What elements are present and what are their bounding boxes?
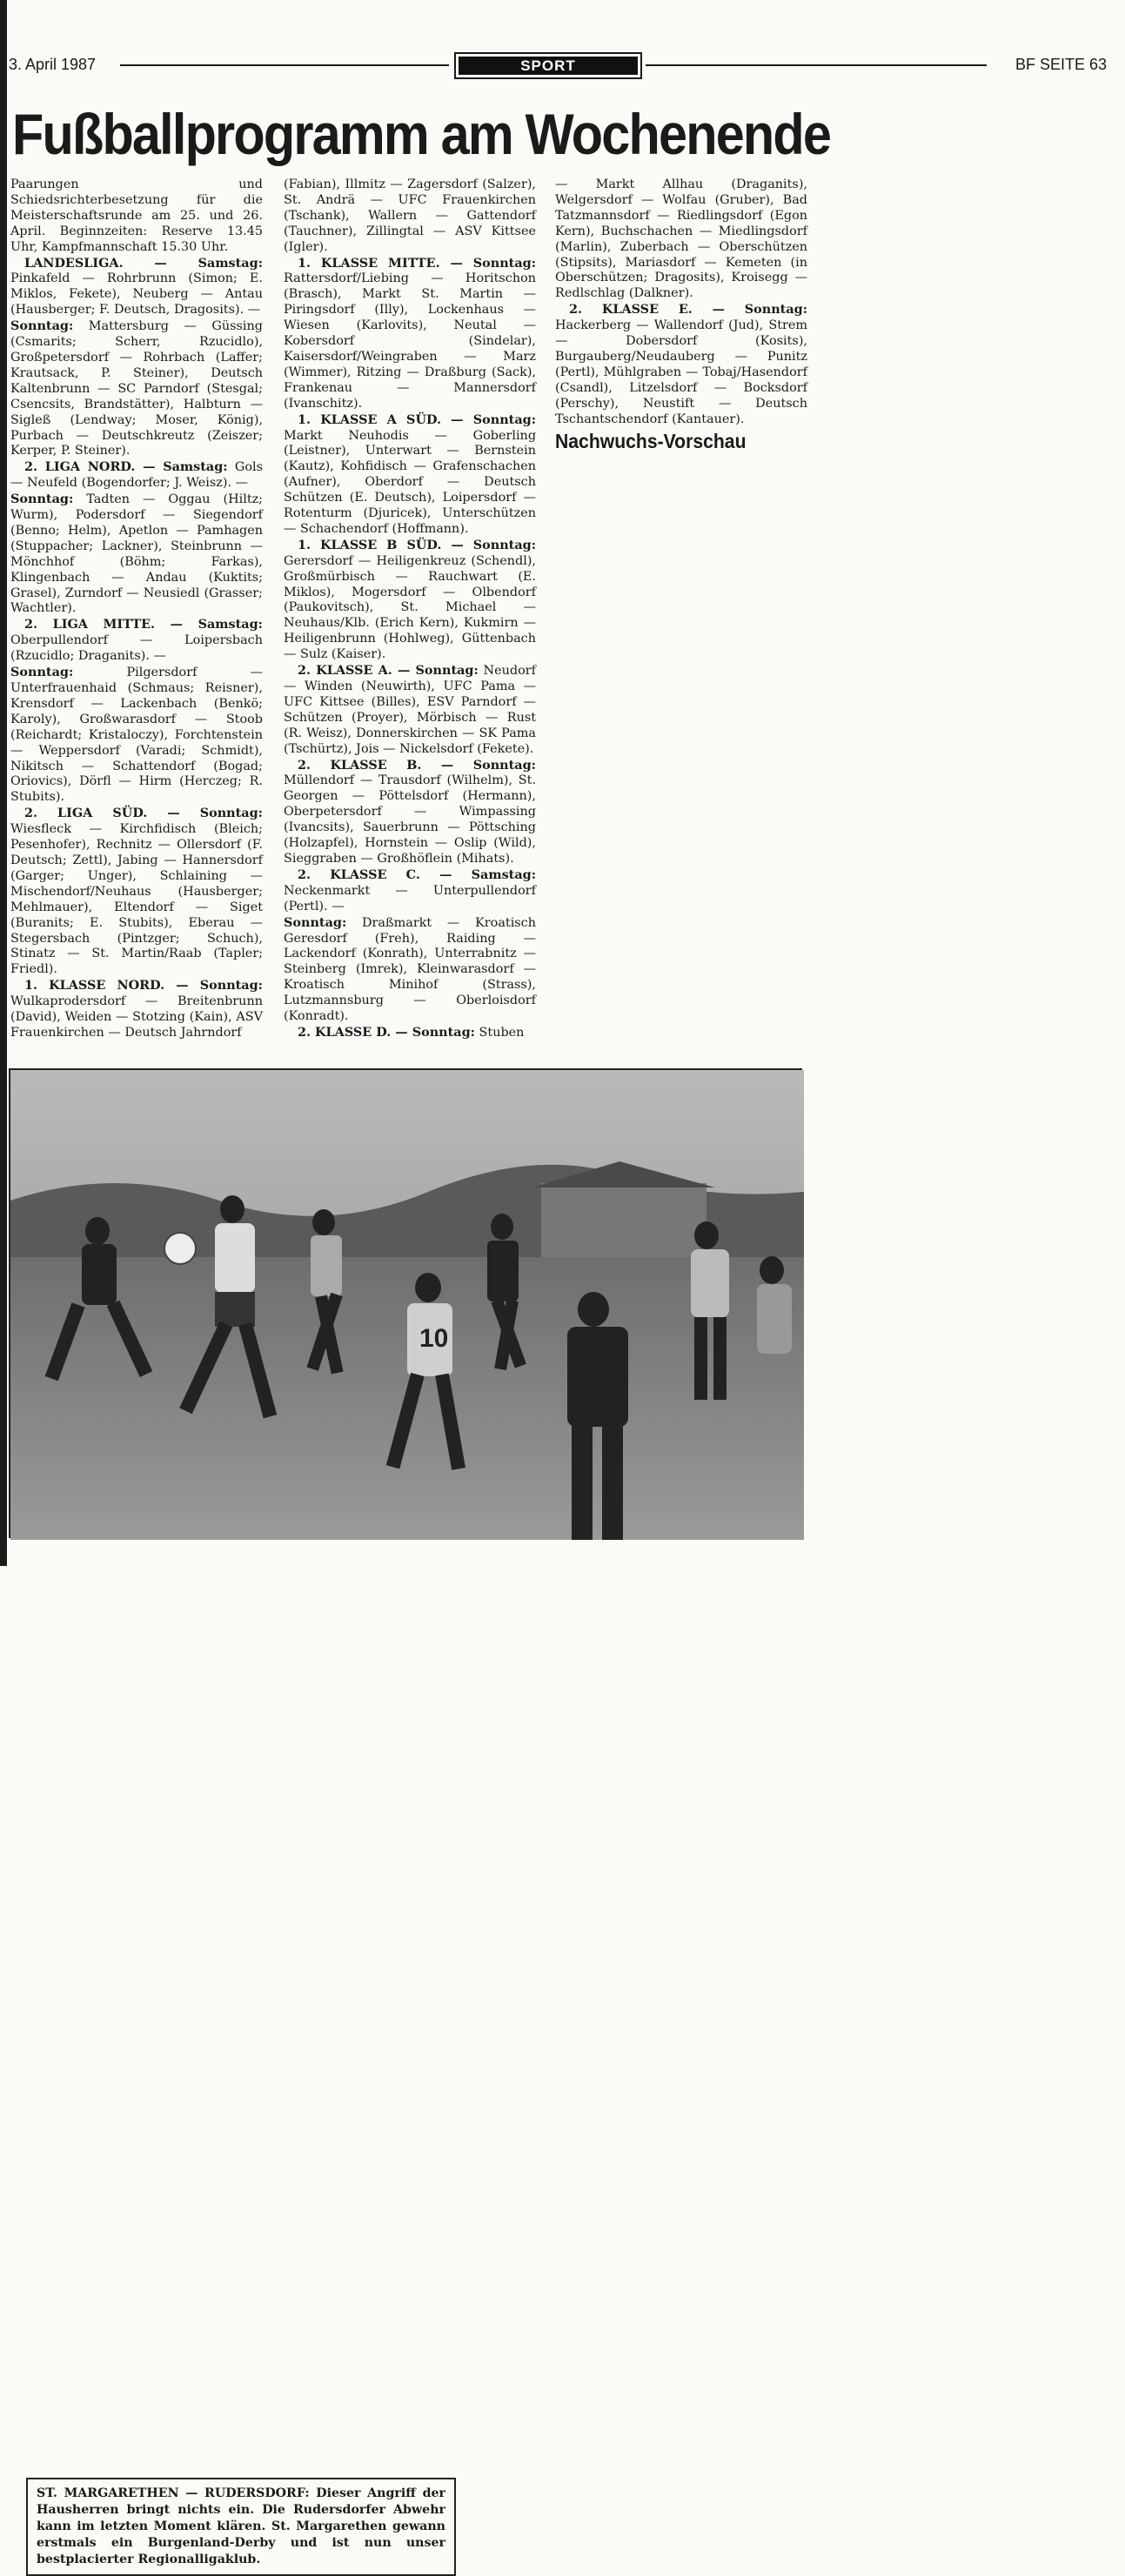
fixture-text: Stuben xyxy=(479,1025,525,1040)
fixture-paragraph xyxy=(10,256,263,319)
photo-caption: ST. MARGARETHEN — RUDERSDORF: Dieser Angriff der Hausherren bringt nichts ein. Die Rudersdorfer Abwehr kann im letzten Moment klären. St. Margarethen gewann erstmals ein Burgenland-Derby und ist nun unser bestplacierter Regionalligaklub. xyxy=(26,2478,456,2576)
fixture-text: Mattersburg — Güssing (Csmarits; Scherr, Rzucidlo), Großpetersdorf — Rohrbach (Laffer; Krautsack, P. Steiner), Deutsch Kaltenbrunn — SC Parndorf (Stesgal; Csencsits, Brandstätter), Halbturn — Sigleß (Lendway; Moser, König), Purbach — Deutschkreutz (Zeiszer; Kerper, P. Steiner). xyxy=(10,319,264,458)
league-heading: Sonntag: xyxy=(10,318,74,334)
article-headline: Fußballprogramm am Wochenende xyxy=(12,102,831,166)
fixture-paragraph xyxy=(555,177,807,302)
fixture-paragraph xyxy=(10,978,263,1041)
article-column-1 xyxy=(10,177,263,1047)
fixture-text: Wiesfleck — Kirchfidisch (Bleich; Pesenhofer), Rechnitz — Ollersdorf (F. Deutsch; Zettl), Jabing — Hannersdorf (Garger; Unger), Schlaining — Mischendorf/Neuhaus (Hausberger; Mehlmauer), Eltendorf — Siget (Buranits; E. Stubits), Eberau — Stegersbach (Pintzger; Schuch), Stinatz — St. Martin/Raab (Tapler; Friedl). xyxy=(10,822,264,977)
fixture-text: Hackerberg — Wallendorf (Jud), Strem — Dobersdorf (Kosits), Burgauberg/Neudauberg — Punitz (Pertl), Mühlgraben — Tobaj/Hasendorf (Csandl), Litzelsdorf — Bocksdorf (Perschy), Neustift — Deutsch Tschantschendorf (Kantauer). xyxy=(555,318,808,426)
league-heading: 2. KLASSE D. — Sonntag: xyxy=(298,1024,475,1040)
league-heading: Sonntag: xyxy=(10,492,74,507)
fixture-paragraph xyxy=(284,177,536,256)
fixture-paragraph xyxy=(10,318,263,459)
section-subheading: Nachwuchs-Vorschau xyxy=(555,429,747,452)
league-heading: 1. KLASSE MITTE. — Sonntag: xyxy=(298,255,537,271)
league-heading: 1. KLASSE B SÜD. — Sonntag: xyxy=(298,537,537,552)
fixture-text: Neckenmarkt — Unterpullendorf (Pertl). — xyxy=(284,883,536,913)
article-column-3 xyxy=(555,177,807,1047)
fixture-paragraph xyxy=(10,177,263,256)
section-label: SPORT xyxy=(459,57,638,75)
league-heading: 2. KLASSE B. — Sonntag: xyxy=(298,757,536,773)
page-binding-edge xyxy=(0,0,7,1566)
article-column-2 xyxy=(284,177,536,1047)
fixture-paragraph xyxy=(10,806,263,978)
header-rule-right xyxy=(646,64,987,66)
fixture-text: Neudorf — Winden (Neuwirth), UFC Pama — UFC Kittsee (Billes), ESV Parndorf — Schützen (Proyer), Mörbisch — Rust (R. Weisz), Donnerskirchen — SK Pama (Tschürtz), Jois — Nickelsdorf (Fekete). xyxy=(284,664,537,756)
fixture-text: Markt Neuhodis — Goberling (Leistner), Unterwart — Bernstein (Kautz), Kohfidisch — Grafenschachen (Aufner), Oberdorf — Deutsch Schützen (E. Deutsch), Loipersdorf — Rotenturm (Djuricek), Unterschützen — Schachendorf (Hoffmann). xyxy=(284,428,537,536)
league-heading: Sonntag: xyxy=(284,914,347,930)
fixture-text: Wulkaprodersdorf — Breitenbrunn (David), Weiden — Stotzing (Kain), ASV Frauenkirchen — Deutsch Jahrndorf xyxy=(10,994,264,1040)
league-heading: 2. KLASSE A. — Sonntag: xyxy=(298,663,479,679)
league-heading: Sonntag: xyxy=(10,665,74,680)
league-heading: LANDESLIGA. — Samstag: xyxy=(24,255,264,271)
header-rule-left xyxy=(120,64,449,66)
league-heading: 2. LIGA MITTE. — Samstag: xyxy=(24,617,263,632)
fixture-paragraph xyxy=(284,915,536,1025)
fixture-text: Müllendorf — Trausdorf (Wilhelm), St. Georgen — Pöttelsdorf (Hermann), Oberpetersdorf — Wimpassing (Ivancsits), Sauerbrunn — Pöttsching (Holzapfel), Hornstein — Oslip (Wild), Sieggraben — Großhöflein (Mihats). xyxy=(284,773,537,866)
page-header xyxy=(9,50,1107,89)
fixture-paragraph xyxy=(10,665,263,806)
league-heading: 1. KLASSE NORD. — Sonntag: xyxy=(24,978,263,994)
fixture-text: Gerersdorf — Heiligenkreuz (Schendl), Großmürbisch — Rauchwart (E. Miklos), Mogersdorf — Olbendorf (Paukovitsch), St. Michael — Neuhaus/Klb. (Erich Kern), Kukmirn — Heiligenbrunn (Hohlweg), Güttenbach — Sulz (Kaiser). xyxy=(284,553,537,662)
article-column-4 xyxy=(821,103,1108,1547)
fixture-paragraph xyxy=(284,412,536,538)
fixture-paragraph xyxy=(10,492,263,617)
league-heading: 2. KLASSE C. — Samstag: xyxy=(298,866,537,882)
fixture-text: Oberpullendorf — Loipersbach (Rzucidlo; Draganits). — xyxy=(10,633,264,664)
fixture-paragraph xyxy=(555,302,807,427)
fixture-paragraph xyxy=(284,663,536,757)
page-number: BF SEITE 63 xyxy=(1015,56,1107,73)
fixture-text: Rattersdorf/Liebing — Horitschon (Brasch), Markt St. Martin — Piringsdorf (Illy), Lockenhaus — Wiesen (Karlovits), Neutal — Kobersdorf (Sindelar), Kaisersdorf/Weingraben — Marz (Wimmer), Ritzing — Draßburg (Sack), Frankenau — Mannersdorf (Ivanschitz). xyxy=(284,271,537,411)
fixture-text: Draßmarkt — Kroatisch Geresdorf (Freh), Raiding — Lackendorf (Konrath), Unterrabnitz — Steinberg (Imrek), Kleinwarasdorf — Kroatisch Minihof (Strass), Lutzmannsburg — Oberloisdorf (Konradt). xyxy=(284,915,537,1024)
section-badge xyxy=(454,52,642,79)
league-heading: 2. LIGA SÜD. — Sonntag: xyxy=(24,806,263,821)
fixture-paragraph xyxy=(284,758,536,867)
fixture-paragraph xyxy=(10,617,263,665)
football-ball xyxy=(164,1233,196,1264)
photo-illustration xyxy=(10,1070,804,1540)
fixture-paragraph xyxy=(284,1025,536,1041)
issue-date: 3. April 1987 xyxy=(9,56,97,73)
photo-building xyxy=(541,1183,706,1261)
fixture-text: Pilgersdorf — Unterfrauenhaid (Schmaus; Reisner), Krensdorf — Lackenbach (Benkö; Karoly), Großwarasdorf — Stoob (Reichardt; Kristaloczy), Forchtenstein — Weppersdorf (Varadi; Schmidt), Nikitsch — Schattendorf (Bogad; Oriovics), Dörfl — Hirm (Herczeg; R. Stubits). xyxy=(10,666,264,805)
fixture-paragraph xyxy=(10,459,263,492)
player-shirt-number: 10 xyxy=(419,1324,449,1353)
league-heading: 1. KLASSE A SÜD. — Sonntag: xyxy=(298,411,537,427)
fixture-text: (Fabian), Illmitz — Zagersdorf (Salzer), St. Andrä — UFC Frauenkirchen (Tschank), Wallern — Gattendorf (Tauchner), Zillingtal — ASV Kittsee (Igler). xyxy=(284,177,537,254)
football-match-photo xyxy=(9,1068,802,2566)
fixture-text: — Markt Allhau (Draganits), Welgersdorf — Wolfau (Gruber), Bad Tatzmannsdorf — Riedlingsdorf (Egon Kern), Buchschachen — Miedlingsdorf (Marlin), Zuberbach — Oberschützen (Stipsits), Mariasdorf — Kemeten (in Oberschützen; Dragosits), Kroisegg — Redlschlag (Dalkner). xyxy=(555,177,808,301)
fixture-text: Gols — Neufeld (Bogendorfer; J. Weisz). — xyxy=(10,460,264,491)
fixture-paragraph xyxy=(284,867,536,915)
fixture-paragraph xyxy=(284,256,536,412)
league-heading: 2. LIGA NORD. — Samstag: xyxy=(24,459,228,475)
fixture-text: Paarungen und Schiedsrichterbesetzung für die Meisterschaftsrunde am 25. und 26. April. Beginnzeiten: Reserve 13.45 Uhr, Kampfmannschaft 15.30 Uhr. xyxy=(10,177,264,254)
fixture-paragraph xyxy=(284,538,536,663)
fixture-text: Pinkafeld — Rohrbrunn (Simon; E. Miklos, Fekete), Neuberg — Antau (Hausberger; F. Deutsch, Dragosits). — xyxy=(10,271,264,318)
league-heading: 2. KLASSE E. — Sonntag: xyxy=(569,302,808,318)
fixture-text: Tadten — Oggau (Hiltz; Wurm), Podersdorf — Siegendorf (Benno; Helm), Apetlon — Pamhagen (Stuppacher; Lackner), Steinbrunn — Mönchhof (Böhm; Farkas), Klingenbach — Andau (Kuktits; Grasel), Zurndorf — Neusiedl (Grasser; Wachtler). xyxy=(10,492,264,616)
